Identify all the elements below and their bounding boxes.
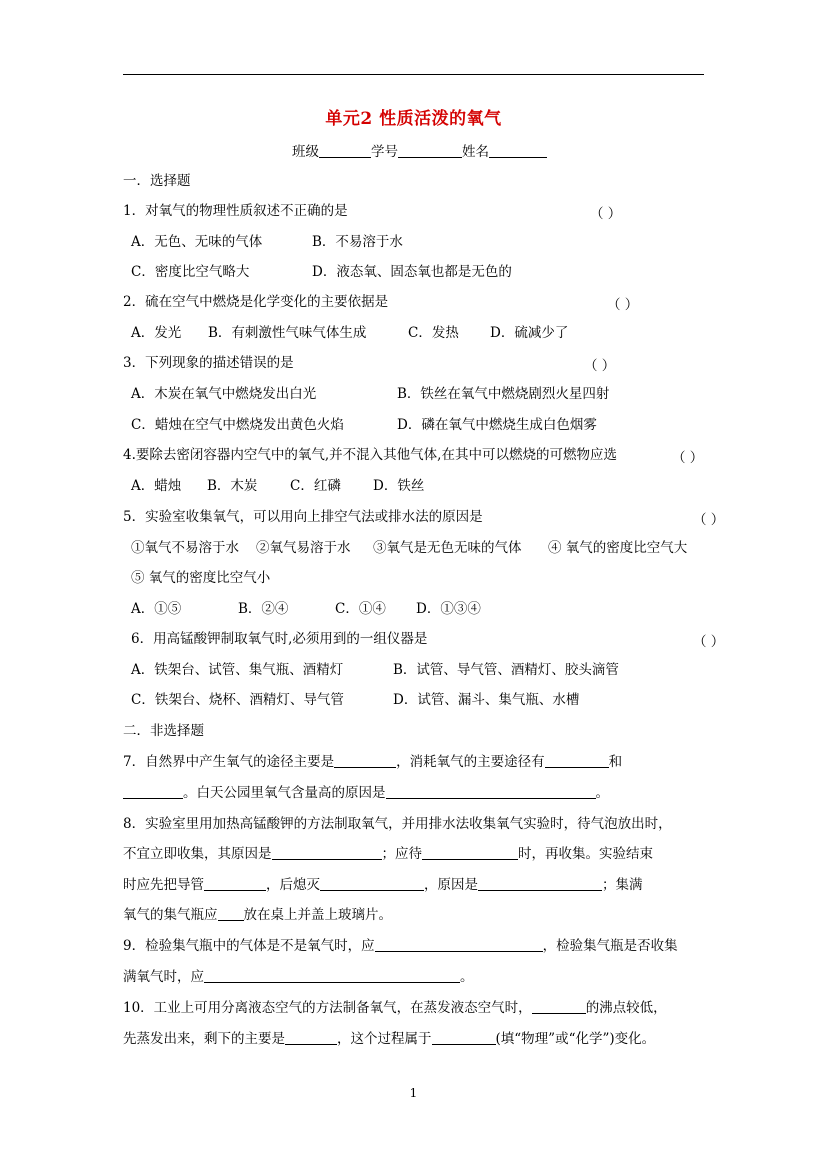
class-label: 班级 bbox=[292, 144, 319, 160]
q7-blank-2[interactable] bbox=[545, 753, 609, 768]
id-label: 学号 bbox=[371, 144, 398, 160]
q6-option-d: D．试管、漏斗、集气瓶、水槽 bbox=[393, 692, 580, 708]
page-number: 1 bbox=[409, 1086, 418, 1100]
q10-blank-2[interactable] bbox=[285, 1030, 337, 1045]
q6-option-c: C．铁架台、烧杯、酒精灯、导气管 bbox=[131, 692, 344, 708]
q4-stem: 4.要除去密闭容器内空气中的氧气,并不混入其他气体,在其中可以燃烧的可燃物应选 bbox=[123, 447, 617, 463]
q10-line-2: 先蒸发出来，剩下的主要是 ，这个过程属于 (填“物理”或“化学”)变化。 bbox=[123, 1031, 656, 1047]
q9-blank-1[interactable] bbox=[375, 937, 543, 952]
q8-blank-1[interactable] bbox=[272, 845, 382, 860]
q6-option-b: B．试管、导气管、酒精灯、胶头滴管 bbox=[393, 662, 619, 678]
q8-blank-3[interactable] bbox=[204, 876, 266, 891]
q1-option-d: D．液态氧、固态氧也都是无色的 bbox=[312, 264, 512, 280]
q9-line-1: 9．检验集气瓶中的气体是不是氧气时，应 ，检验集气瓶是否收集 bbox=[123, 938, 678, 954]
q7-line-2: 。白天公园里氧气含量高的原因是 。 bbox=[123, 784, 609, 802]
q2-answer-paren[interactable]: （ ） bbox=[607, 297, 639, 313]
q3-option-a: A．木炭在氧气中燃烧发出白光 bbox=[131, 386, 317, 402]
q2-stem: 2．硫在空气中燃烧是化学变化的主要依据是 bbox=[123, 294, 389, 310]
q10-blank-1[interactable] bbox=[532, 999, 586, 1014]
q2-option-b: B．有刺激性气味气体生成 bbox=[208, 325, 367, 341]
q4-option-c: C．红磷 bbox=[290, 478, 341, 494]
page-title: 单元2 性质活泼的氧气 bbox=[325, 109, 502, 129]
q2-option-d: D．硫减少了 bbox=[490, 325, 569, 341]
q8-blank-2[interactable] bbox=[422, 845, 518, 860]
q8-line-1: 8．实验室里用加热高锰酸钾的方法制取氧气，并用排水法收集氧气实验时，待气泡放出时， bbox=[123, 816, 672, 832]
q5-stem: 5．实验室收集氧气，可以用向上排空气法或排水法的原因是 bbox=[123, 509, 483, 525]
q4-option-b: B．木炭 bbox=[207, 478, 258, 494]
section-heading-choice: 一．选择题 bbox=[123, 173, 191, 189]
q5-option-a: A．①⑤ bbox=[131, 601, 182, 617]
q3-option-c: C．蜡烛在空气中燃烧发出黄色火焰 bbox=[131, 417, 344, 433]
q1-answer-paren[interactable]: （ ） bbox=[590, 206, 622, 222]
q5-statement-2: ②氧气易溶于水 bbox=[256, 540, 351, 556]
q2-option-a: A．发光 bbox=[131, 325, 182, 341]
q1-stem: 1．对氧气的物理性质叙述不正确的是 bbox=[123, 203, 348, 219]
q4-answer-paren[interactable]: （ ） bbox=[672, 450, 704, 466]
q2-option-c: C．发热 bbox=[408, 325, 459, 341]
q8-blank-4[interactable] bbox=[320, 876, 424, 891]
q5-option-d: D．①③④ bbox=[416, 601, 481, 617]
q8-blank-6[interactable] bbox=[218, 906, 244, 921]
q1-option-a: A．无色、无味的气体 bbox=[131, 234, 263, 250]
q3-answer-paren[interactable]: （ ） bbox=[584, 358, 616, 374]
section-heading-nonchoice: 二．非选择题 bbox=[123, 723, 204, 739]
name-blank[interactable] bbox=[489, 143, 547, 158]
q8-line-4: 氧气的集气瓶应 放在桌上并盖上玻璃片。 bbox=[123, 907, 392, 923]
q6-answer-paren[interactable]: （ ） bbox=[693, 634, 725, 650]
q10-blank-3[interactable] bbox=[432, 1030, 496, 1045]
id-blank[interactable] bbox=[398, 143, 462, 158]
q10-line-1: 10．工业上可用分离液态空气的方法制备氧气，在蒸发液态空气时， 的沸点较低， bbox=[123, 1000, 667, 1016]
q1-option-b: B．不易溶于水 bbox=[312, 234, 403, 250]
q5-statement-1: ①氧气不易溶于水 bbox=[131, 540, 239, 556]
q4-option-a: A．蜡烛 bbox=[131, 478, 182, 494]
q5-option-b: B．②④ bbox=[238, 601, 289, 617]
q8-line-3: 时应先把导管 ，后熄灭 ，原因是 ；集满 bbox=[123, 877, 643, 893]
q9-line-2: 满氧气时，应 。 bbox=[123, 969, 474, 985]
q5-statement-5: ⑤ 氧气的密度比空气小 bbox=[131, 570, 271, 586]
q4-option-d: D．铁丝 bbox=[373, 478, 425, 494]
q7-blank-4[interactable] bbox=[386, 784, 596, 799]
q9-blank-2[interactable] bbox=[204, 968, 460, 983]
q8-blank-5[interactable] bbox=[478, 876, 602, 891]
q3-option-d: D．磷在氧气中燃烧生成白色烟雾 bbox=[397, 417, 597, 433]
header-rule bbox=[123, 74, 704, 75]
q5-option-c: C．①④ bbox=[335, 601, 386, 617]
q7-blank-3[interactable] bbox=[123, 784, 183, 799]
q3-option-b: B．铁丝在氧气中燃烧剧烈火星四射 bbox=[397, 386, 610, 402]
q5-statement-4: ④ 氧气的密度比空气大 bbox=[548, 540, 688, 556]
q8-line-2: 不宜立即收集，其原因是 ；应待 时，再收集。实验结束 bbox=[123, 846, 653, 862]
student-info-line bbox=[292, 143, 547, 161]
q3-stem: 3．下列现象的描述错误的是 bbox=[123, 355, 294, 371]
q1-option-c: C．密度比空气略大 bbox=[131, 264, 250, 280]
q5-statement-3: ③氧气是无色无味的气体 bbox=[373, 540, 522, 556]
q6-stem: 6．用高锰酸钾制取氧气时,必须用到的一组仪器是 bbox=[131, 631, 428, 647]
q7-line-1: 7．自然界中产生氧气的途径主要是 ，消耗氧气的主要途径有 和 bbox=[123, 754, 623, 770]
q5-answer-paren[interactable]: （ ） bbox=[693, 512, 725, 528]
q6-option-a: A．铁架台、试管、集气瓶、酒精灯 bbox=[131, 662, 344, 678]
name-label: 姓名 bbox=[462, 144, 489, 160]
q7-blank-1[interactable] bbox=[334, 753, 396, 768]
class-blank[interactable] bbox=[319, 143, 371, 158]
